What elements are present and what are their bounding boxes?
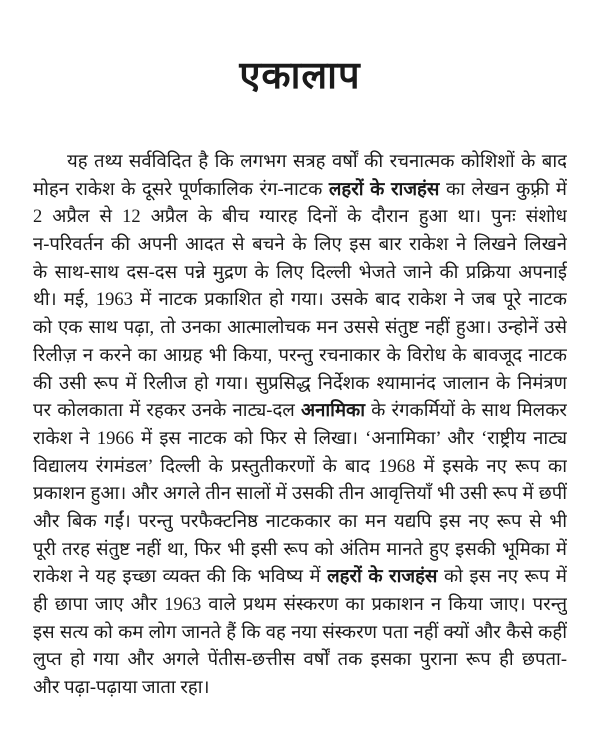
text-segment: का लेखन कुफ़्री में (439, 179, 567, 200)
bold-title-text: लहरों के राजहंस (328, 179, 440, 200)
bold-title-text: अनामिका (300, 401, 366, 422)
page-title: एकालाप (239, 55, 361, 97)
text-segment: इस सत्य को कम लोग जानते हैं कि वह नया संस्करण पता नहीं क्यों और कैसे कहीं (33, 622, 567, 643)
text-segment: राकेश ने यह इच्छा व्यक्त की कि भविष्य में (33, 567, 328, 588)
text-segment: और पढ़ा-पढ़ाया जाता रहा। (33, 678, 210, 699)
text-segment: और बिक गईं। परन्तु परफैक्टनिष्ठ नाटककार का मन यद्यपि इस नए रूप से भी (33, 511, 567, 532)
text-segment: पूरी तरह संतुष्ट नहीं था, फिर भी इसी रूप को अंतिम मानते हुए इसकी भूमिका में (33, 539, 567, 560)
text-line (33, 592, 567, 620)
text-line (33, 232, 567, 260)
text-line (33, 343, 567, 371)
text-line (33, 537, 567, 565)
text-line (33, 287, 567, 315)
text-line (33, 371, 567, 399)
text-segment: न-परिवर्तन की अपनी आदत से बचने के लिए इस बार राकेश ने लिखने लिखने (33, 235, 567, 256)
text-line (33, 177, 567, 205)
text-segment: को एक साथ पढ़ा, तो उनका आत्मालोचक मन उससे संतुष्ट नहीं हुआ। उन्होनें उसे (33, 318, 567, 339)
text-line (33, 564, 567, 592)
text-line (33, 315, 567, 343)
text-line (33, 509, 567, 537)
text-segment: को इस नए रूप में (437, 567, 567, 588)
text-segment: 2 अप्रैल से 12 अप्रैल के बीच ग्यारह दिनों के दौरान हुआ था। पुनः संशोध (33, 207, 567, 228)
text-line (33, 398, 567, 426)
bold-title-text: लहरों के राजहंस (327, 567, 438, 588)
text-segment: के रंगकर्मियों के साथ मिलकर (365, 401, 567, 422)
text-segment: ही छापा जाए और 1963 वाले प्रथम संस्करण का प्रकाशन न किया जाए। परन्तु (33, 595, 567, 615)
body-paragraph (33, 149, 567, 703)
text-line (33, 454, 567, 482)
text-segment: मोहन राकेश के दूसरे पूर्णकालिक रंग-नाटक (33, 179, 329, 200)
text-segment: के साथ-साथ दस-दस पन्ने मुद्रण के लिए दिल्ली भेजते जाने की प्रक्रिया अपनाई (33, 262, 567, 283)
text-segment: पर कोलकाता में रहकर उनके नाट्य-दल (33, 401, 301, 422)
text-line (33, 149, 567, 177)
text-segment: राकेश ने 1966 में इस नाटक को फिर से लिखा। ‘अनामिका’ और ‘राष्ट्रीय नाट्य (33, 428, 567, 449)
text-line (33, 426, 567, 454)
text-line (33, 675, 567, 703)
text-segment: रिलीज़ न करने का आग्रह भी किया, परन्तु रचनाकार के विरोध के बावजूद नाटक (33, 345, 567, 366)
text-line (33, 204, 567, 232)
text-line (33, 260, 567, 288)
text-segment: की उसी रूप में रिलीज हो गया। सुप्रसिद्ध निर्देशक श्यामानंद जालान के निमंत्रण (33, 373, 567, 394)
text-segment: यह तथ्य सर्वविदित है कि लगभग सत्रह वर्षों की रचनात्मक कोशिशों के बाद (67, 152, 567, 172)
text-line (33, 481, 567, 509)
text-line (33, 620, 567, 648)
text-segment: थी। मई, 1963 में नाटक प्रकाशित हो गया। उसके बाद राकेश ने जब पूरे नाटक (33, 290, 567, 311)
text-segment: विद्यालय रंगमंडल’ दिल्ली के प्रस्तुतीकरणों के बाद 1968 में इसके नए रूप का (33, 456, 567, 477)
text-line (33, 647, 567, 675)
text-segment: लुप्त हो गया और अगले पेंतीस-छत्तीस वर्षों तक इसका पुराना रूप ही छपता- (33, 650, 567, 671)
text-segment: प्रकाशन हुआ। और अगले तीन सालों में उसकी तीन आवृत्तियाँ भी उसी रूप में छपीं (33, 484, 567, 505)
